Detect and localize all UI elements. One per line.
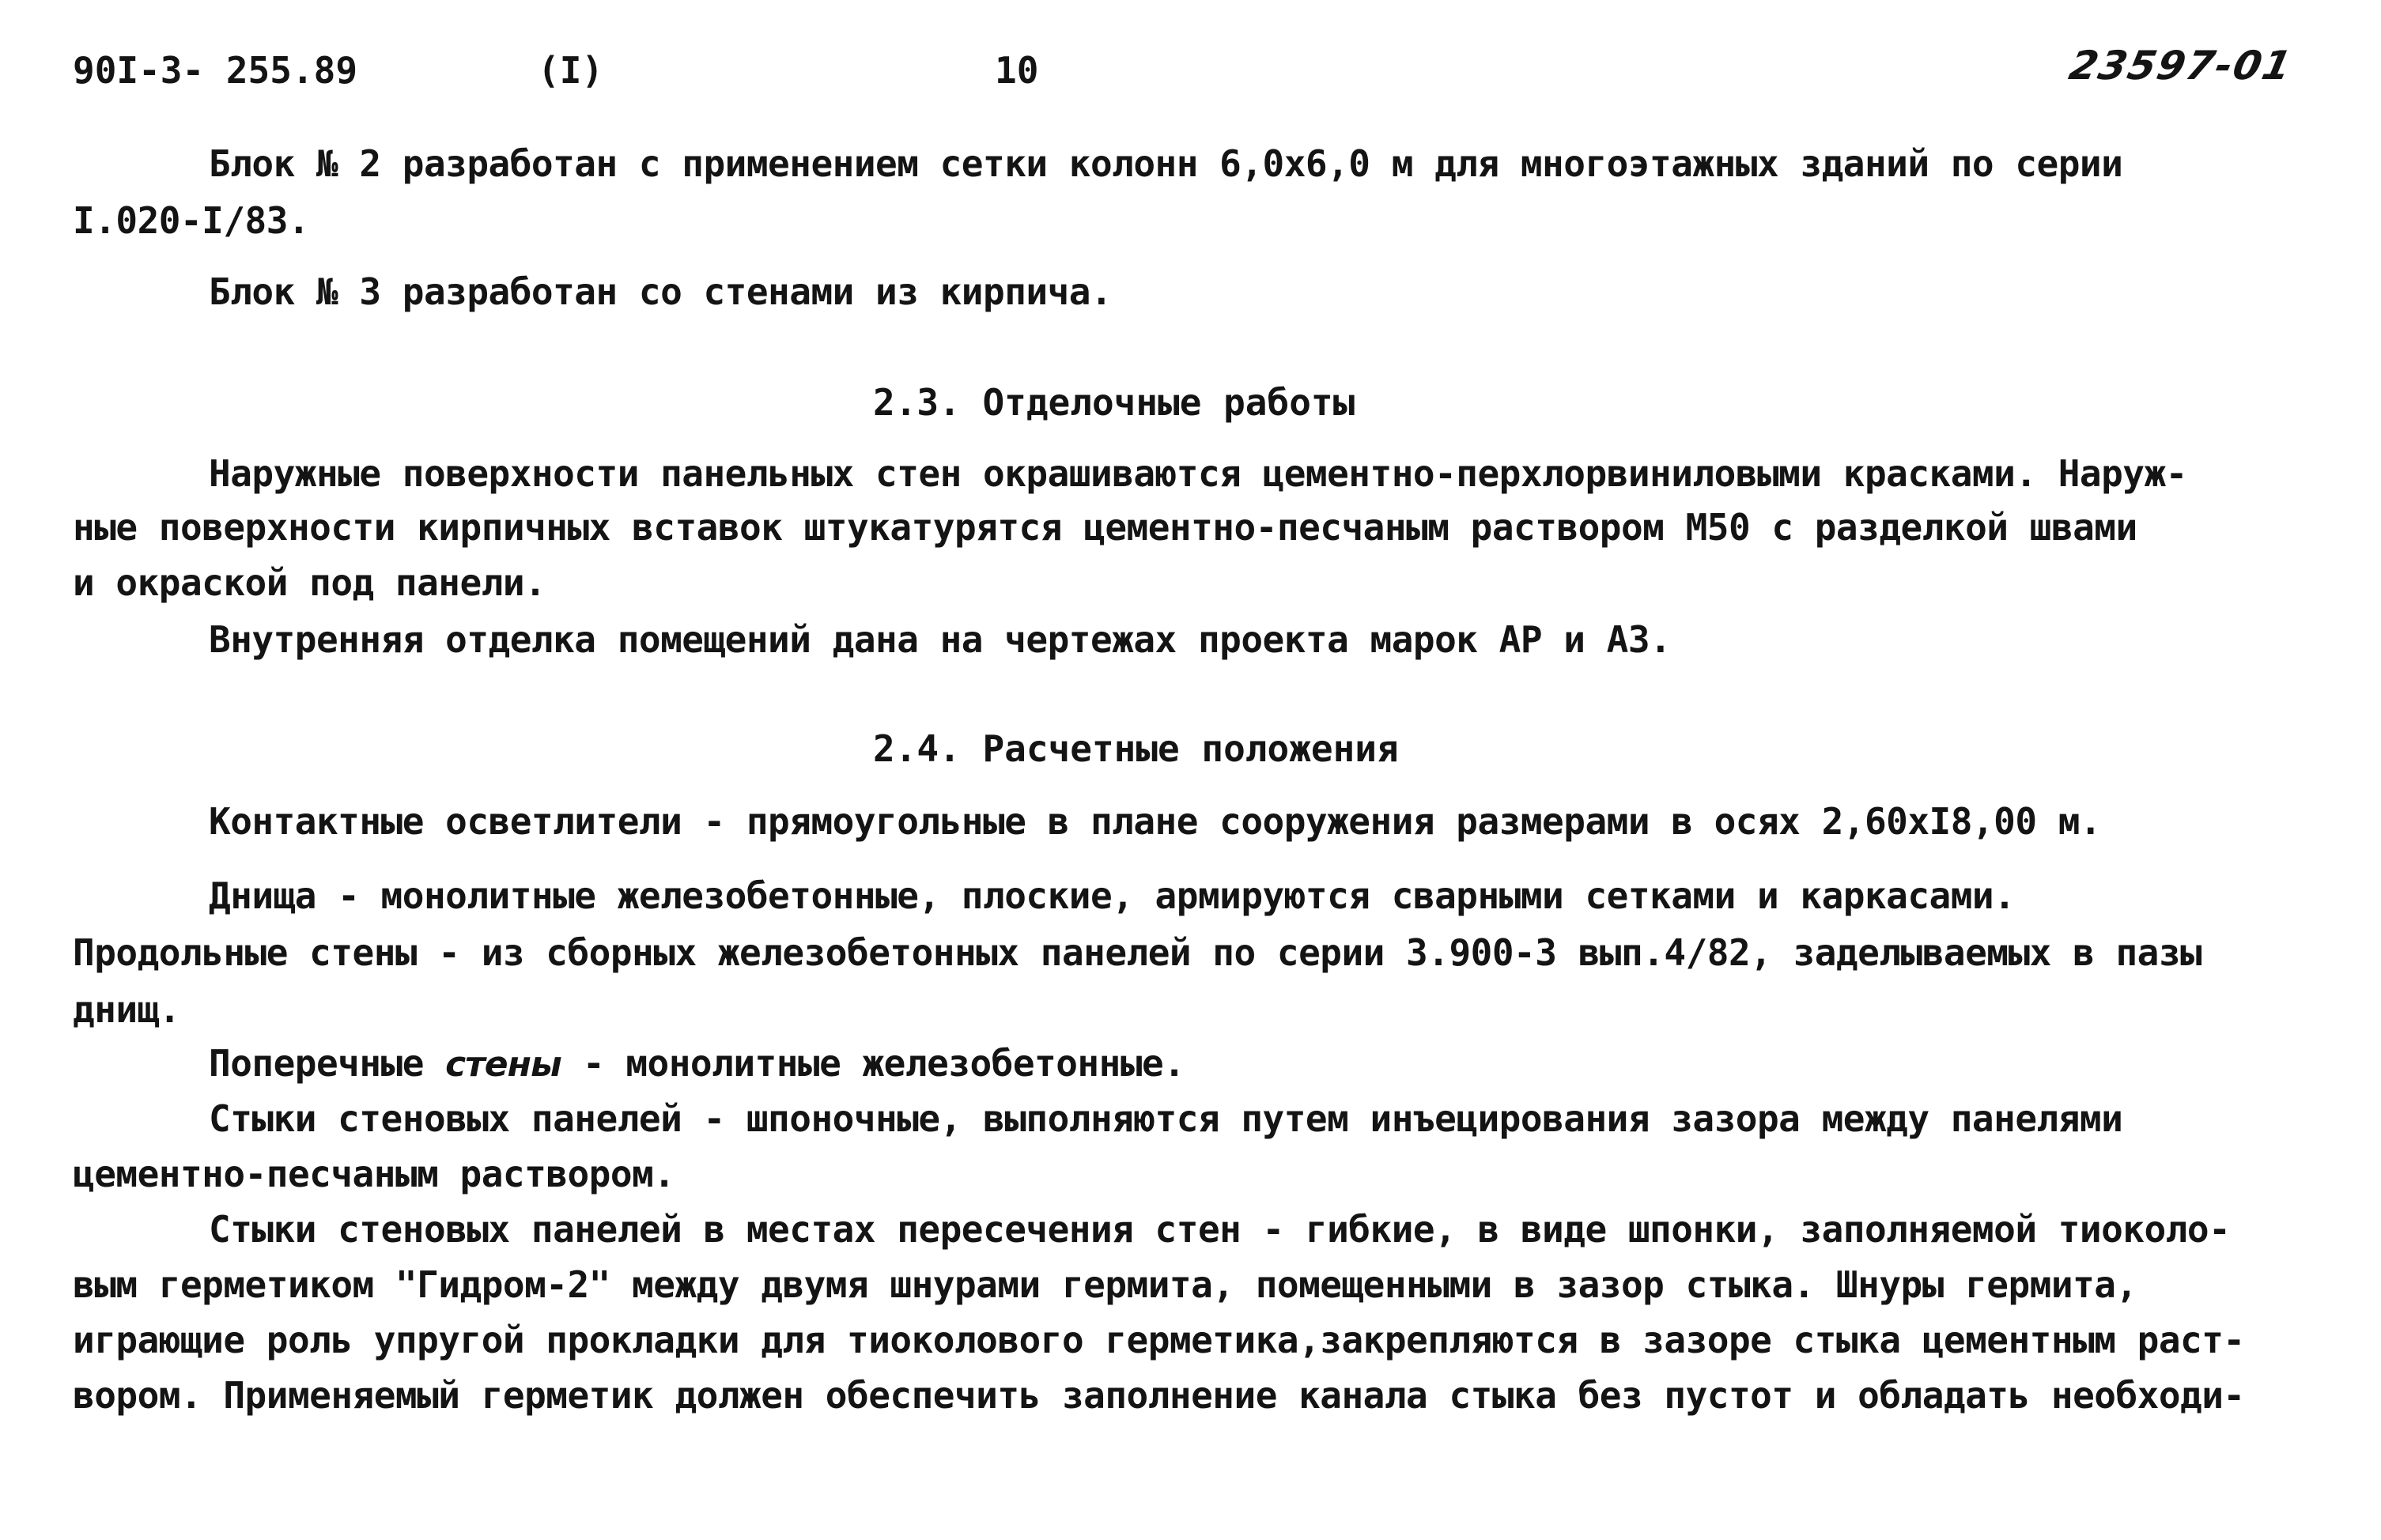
paragraph-line: Продольные стены - из сборных железобетонных панелей по серии 3.900-3 вып.4/82, заделываемых в пазы [73,931,2202,974]
paragraph-line: Блок № 2 разработан с применением сетки колонн 6,0х6,0 м для многоэтажных зданий по серии [209,142,2123,185]
text-run: - монолитные железобетонные. [561,1042,1185,1085]
paragraph-line: Днища - монолитные железобетонные, плоские, армируются сварными сетками и каркасами. [209,874,2016,917]
section-heading: 2.4. Расчетные положения [873,727,1399,770]
inventory-stamp: 23597-01 [2065,43,2297,89]
paragraph-line: Блок № 3 разработан со стенами из кирпича. [209,270,1113,313]
paragraph-line: I.020-I/83. [73,199,310,242]
paragraph-line [209,1042,1185,1085]
paragraph-line: играющие роль упругой прокладки для тиоколового герметика,закрепляются в зазоре стыка цементным раст- [73,1319,2245,1361]
paragraph-line: цементно-песчаным раствором. [73,1153,675,1195]
paragraph-line: Внутренняя отделка помещений дана на чертежах проекта марок АР и АЗ. [209,618,1672,661]
paragraph-line: и окраской под панели. [73,561,546,604]
sheet-number: (I) [538,49,604,92]
paragraph-line: Наружные поверхности панельных стен окрашиваются цементно-перхлорвиниловыми красками. Наруж- [209,452,2187,495]
paragraph-line: Контактные осветлители - прямоугольные в плане сооружения размерами в осях 2,60хI8,00 м. [209,800,2102,843]
paragraph-line: днищ. [73,988,180,1031]
paragraph-line: ные поверхности кирпичных вставок штукатурятся цементно-песчаным раствором М50 с разделкой швами [73,506,2137,549]
section-heading: 2.3. Отделочные работы [873,381,1355,424]
paragraph-line: Стыки стеновых панелей в местах пересечения стен - гибкие, в виде шпонки, заполняемой тиоколо- [209,1208,2231,1251]
document-code: 90I-3- 255.89 [73,49,358,92]
paragraph-line: вором. Применяемый герметик должен обеспечить заполнение канала стыка без пустот и обладать необходи- [73,1374,2245,1417]
text-run: Поперечные [209,1042,446,1085]
paragraph-line: Стыки стеновых панелей - шпоночные, выполняются путем инъецирования зазора между панелями [209,1097,2123,1140]
paragraph-line: вым герметиком "Гидром-2" между двумя шнурами гермита, помещенными в зазор стыка. Шнуры гермита, [73,1263,2137,1306]
page-number: 10 [995,49,1039,92]
handwritten-insertion: стены [445,1044,561,1085]
